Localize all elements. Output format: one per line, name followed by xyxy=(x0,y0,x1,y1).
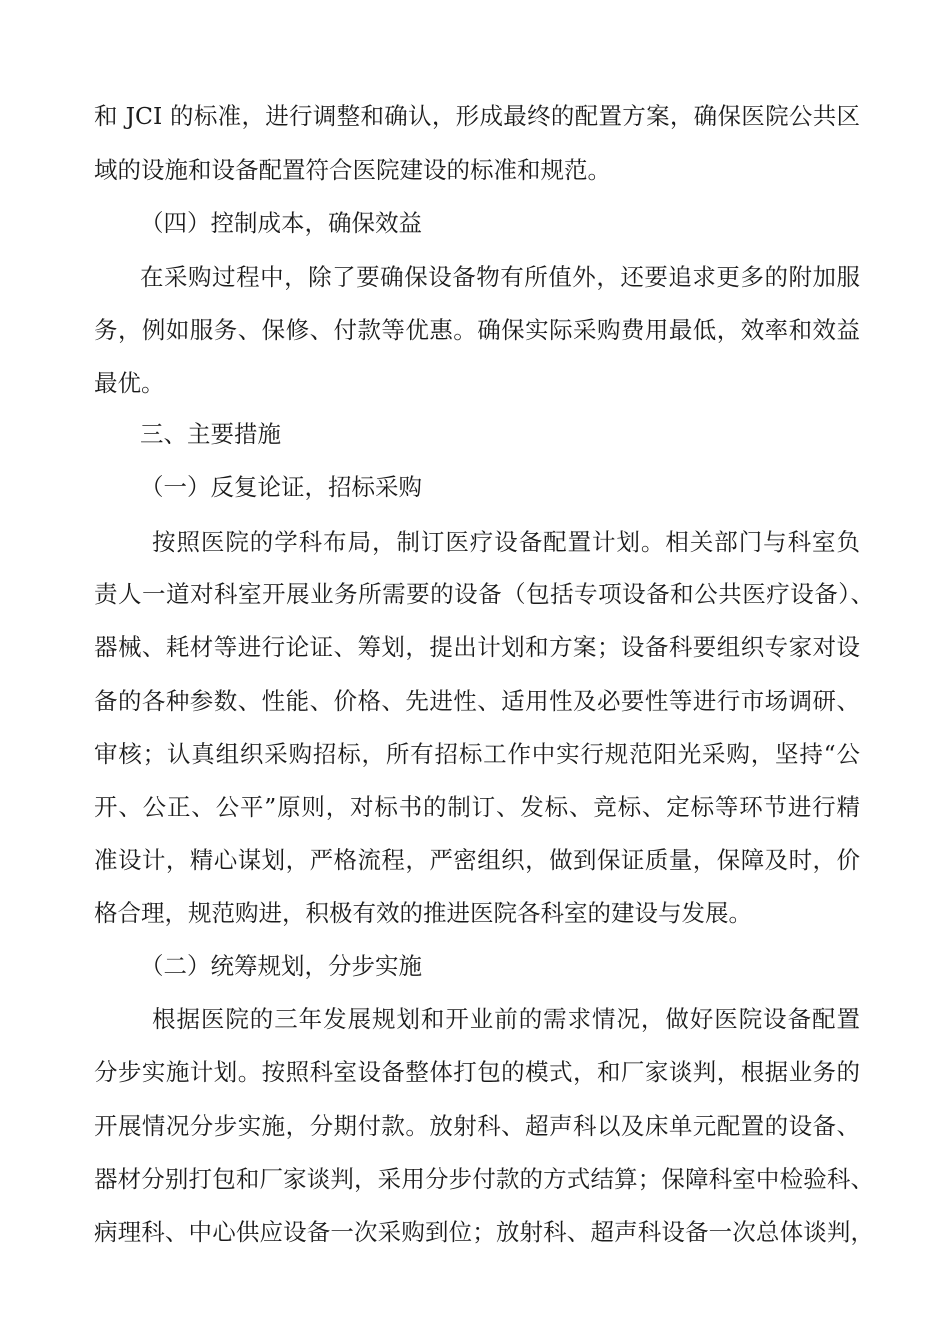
paragraph-line: 根据医院的三年发展规划和开业前的需求情况，做好医院设备配置 xyxy=(152,1005,860,1033)
paragraph-line: 务，例如服务、保修、付款等优惠。确保实际采购费用最低，效率和效益 xyxy=(94,316,860,344)
paragraph-line: 按照医院的学科布局，制订医疗设备配置计划。相关部门与科室负 xyxy=(152,528,860,556)
paragraph-line: 准设计，精心谋划，严格流程，严密组织，做到保证质量，保障及时，价 xyxy=(94,846,860,874)
paragraph-line: 格合理，规范购进，积极有效的推进医院各科室的建设与发展。 xyxy=(94,899,752,927)
section-heading: （一）反复论证，招标采购 xyxy=(140,473,422,501)
section-heading: 三、主要措施 xyxy=(140,420,281,448)
section-heading: （四）控制成本，确保效益 xyxy=(140,209,422,237)
paragraph-line: 器械、耗材等进行论证、筹划，提出计划和方案；设备科要组织专家对设 xyxy=(94,633,860,661)
paragraph-line: 最优。 xyxy=(94,369,165,397)
paragraph-line: 器材分别打包和厂家谈判，采用分步付款的方式结算；保障科室中检验科、 xyxy=(94,1165,874,1193)
paragraph-line: 开展情况分步实施，分期付款。放射科、超声科以及床单元配置的设备、 xyxy=(94,1112,860,1140)
paragraph-line: 病理科、中心供应设备一次采购到位；放射科、超声科设备一次总体谈判， xyxy=(94,1218,874,1246)
paragraph-line: 域的设施和设备配置符合医院建设的标准和规范。 xyxy=(94,156,611,184)
paragraph-line: 开、公正、公平”原则，对标书的制订、发标、竞标、定标等环节进行精 xyxy=(94,793,860,821)
paragraph-line: 备的各种参数、性能、价格、先进性、适用性及必要性等进行市场调研、 xyxy=(94,687,860,715)
paragraph-line: 和 JCI 的标准，进行调整和确认，形成最终的配置方案，确保医院公共区 xyxy=(94,102,860,130)
paragraph-line: 审核；认真组织采购招标，所有招标工作中实行规范阳光采购，坚持“公 xyxy=(94,740,860,768)
paragraph-line: 责人一道对科室开展业务所需要的设备（包括专项设备和公共医疗设备）、 xyxy=(94,580,874,608)
section-heading: （二）统筹规划，分步实施 xyxy=(140,952,422,980)
paragraph-line: 在采购过程中，除了要确保设备物有所值外，还要追求更多的附加服 xyxy=(140,263,860,291)
paragraph-line: 分步实施计划。按照科室设备整体打包的模式，和厂家谈判，根据业务的 xyxy=(94,1058,860,1086)
